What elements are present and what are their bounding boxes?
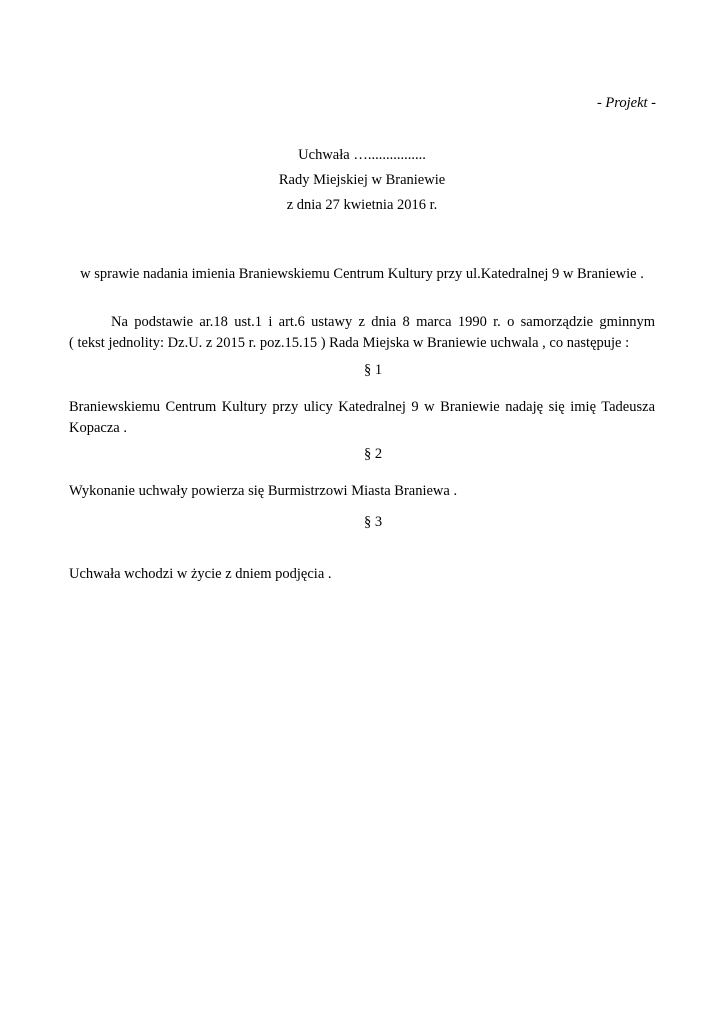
paragraph-sign-1: § 1 [363,362,383,378]
paragraph-2-text [69,481,655,502]
resolution-date: z dnia 27 kwietnia 2016 r. [286,197,438,213]
legal-basis-line-1: Na podstawie ar.18 ust.1 i art.6 ustawy z dnia 8 marca 1990 r. o samorządzie gminnym [111,314,655,330]
paragraph-sign-3: § 3 [363,514,383,530]
paragraph-3-text [69,564,655,585]
paragraph-2-line-1: Wykonanie uchwały powierza się Burmistrzowi Miasta Braniewa . [69,483,458,499]
resolution-header [0,143,724,218]
legal-basis-line-2: ( tekst jednolity: Dz.U. z 2015 r. poz.15.15 ) Rada Miejska w Braniewie uchwala , co następuje : [69,335,630,351]
paragraph-1-line-2: Kopacza . [69,420,127,436]
resolution-subject: w sprawie nadania imienia Braniewskiemu Centrum Kultury przy ul.Katedralnej 9 w Braniewie . [80,266,644,282]
paragraph-1-line-1: Braniewskiemu Centrum Kultury przy ulicy Katedralnej 9 w Braniewie nadaję się imię Tadeusza [69,399,655,415]
council-name: Rady Miejskiej w Braniewie [278,172,446,188]
paragraph-3-line-1: Uchwała wchodzi w życie z dniem podjęcia . [69,566,332,582]
paragraph-1-text [69,397,655,439]
paragraph-sign-2: § 2 [363,446,383,462]
projekt-label: - Projekt - [596,95,656,111]
legal-basis [69,312,655,354]
resolution-title: Uchwała …................ [298,147,426,163]
